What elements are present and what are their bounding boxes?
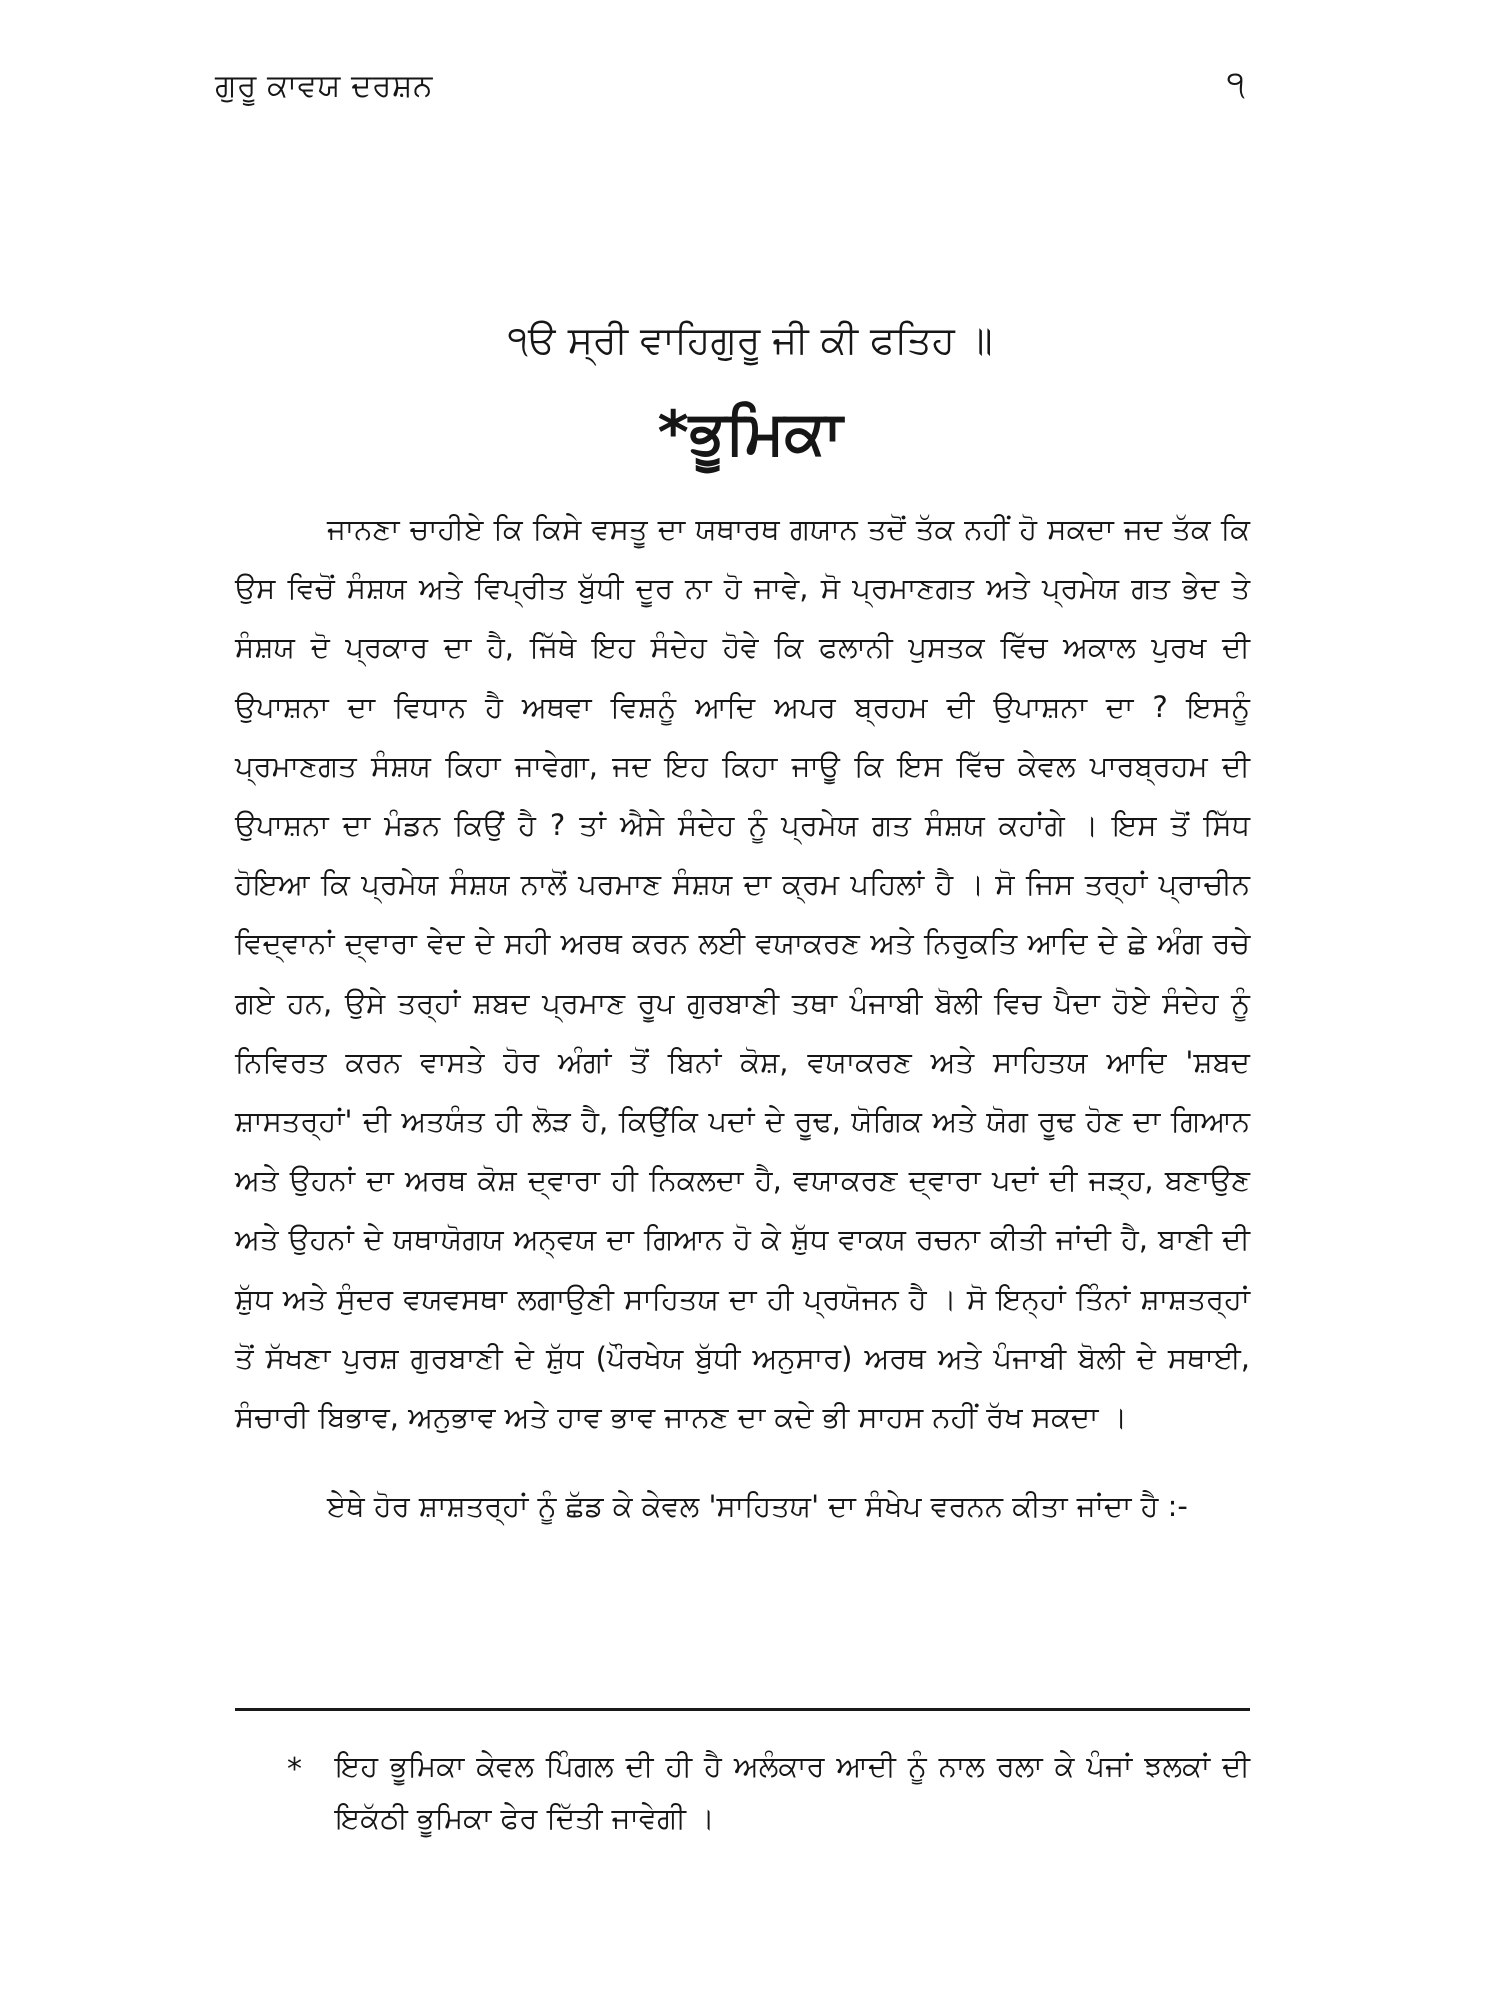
page-number: ੧ — [1226, 64, 1245, 104]
footnote — [235, 1740, 1250, 1844]
invocation-line: ੧ੳ ਸ੍ਰੀ ਵਾਹਿਗੁਰੂ ਜੀ ਕੀ ਫਤਿਹ ॥ — [507, 318, 993, 362]
body-text — [235, 500, 1250, 1536]
page-title: *ਭੂਮਿਕਾ — [657, 398, 843, 468]
paragraph-main: ਜਾਨਣਾ ਚਾਹੀਏ ਕਿ ਕਿਸੇ ਵਸਤੂ ਦਾ ਯਥਾਰਥ ਗਯਾਨ ਤਦੋਂ ਤੱਕ ਨਹੀਂ ਹੋ ਸਕਦਾ ਜਦ ਤੱਕ ਕਿ ਉਸ ਵਿਚੋਂ ਸੰਸ਼ਯ ਅਤੇ ਵਿਪ੍ਰੀਤ ਬੁੱਧੀ ਦੂਰ ਨਾ ਹੋ ਜਾਵੇ, ਸੋ ਪ੍ਰਮਾਣਗਤ ਅਤੇ ਪ੍ਰਮੇਯ ਗਤ ਭੇਦ ਤੇ ਸੰਸ਼ਯ ਦੋ ਪ੍ਰਕਾਰ ਦਾ ਹੈ, ਜਿੱਥੇ ਇਹ ਸੰਦੇਹ ਹੋਵੇ ਕਿ ਫਲਾਨੀ ਪੁਸਤਕ ਵਿੱਚ ਅਕਾਲ ਪੁਰਖ ਦੀ ਉਪਾਸ਼ਨਾ ਦਾ ਵਿਧਾਨ ਹੈ ਅਥਵਾ ਵਿਸ਼ਨੂੰ ਆਦਿ ਅਪਰ ਬ੍ਰਹਮ ਦੀ ਉਪਾਸ਼ਨਾ ਦਾ ? ਇਸਨੂੰ ਪ੍ਰਮਾਣਗਤ ਸੰਸ਼ਯ ਕਿਹਾ ਜਾਵੇਗਾ, ਜਦ ਇਹ ਕਿਹਾ ਜਾਊ ਕਿ ਇਸ ਵਿੱਚ ਕੇਵਲ ਪਾਰਬ੍ਰਹਮ ਦੀ ਉਪਾਸ਼ਨਾ ਦਾ ਮੰਡਨ ਕਿਉਂ ਹੈ ? ਤਾਂ ਐਸੇ ਸੰਦੇਹ ਨੂੰ ਪ੍ਰਮੇਯ ਗਤ ਸੰਸ਼ਯ ਕਹਾਂਗੇ । ਇਸ ਤੋਂ ਸਿੱਧ ਹੋਇਆ ਕਿ ਪ੍ਰਮੇਯ ਸੰਸ਼ਯ ਨਾਲੋਂ ਪਰਮਾਣ ਸੰਸ਼ਯ ਦਾ ਕ੍ਰਮ ਪਹਿਲਾਂ ਹੈ । ਸੋ ਜਿਸ ਤਰ੍ਹਾਂ ਪ੍ਰਾਚੀਨ ਵਿਦ੍ਵਾਨਾਂ ਦ੍ਵਾਰਾ ਵੇਦ ਦੇ ਸਹੀ ਅਰਥ ਕਰਨ ਲਈ ਵਯਾਕਰਣ ਅਤੇ ਨਿਰੁਕਤਿ ਆਦਿ ਦੇ ਛੇ ਅੰਗ ਰਚੇ ਗਏ ਹਨ, ਉਸੇ ਤਰ੍ਹਾਂ ਸ਼ਬਦ ਪ੍ਰਮਾਣ ਰੂਪ ਗੁਰਬਾਣੀ ਤਥਾ ਪੰਜਾਬੀ ਬੋਲੀ ਵਿਚ ਪੈਦਾ ਹੋਏ ਸੰਦੇਹ ਨੂੰ ਨਿਵਿਰਤ ਕਰਨ ਵਾਸਤੇ ਹੋਰ ਅੰਗਾਂ ਤੋਂ ਬਿਨਾਂ ਕੋਸ਼, ਵਯਾਕਰਣ ਅਤੇ ਸਾਹਿਤਯ ਆਦਿ 'ਸ਼ਬਦ ਸ਼ਾਸਤਰ੍ਹਾਂ' ਦੀ ਅਤਯੰਤ ਹੀ ਲੋੜ ਹੈ, ਕਿਉਂਕਿ ਪਦਾਂ ਦੇ ਰੂਢ, ਯੋਗਿਕ ਅਤੇ ਯੋਗ ਰੂਢ ਹੋਣ ਦਾ ਗਿਆਨ ਅਤੇ ਉਹਨਾਂ ਦਾ ਅਰਥ ਕੋਸ਼ ਦ੍ਵਾਰਾ ਹੀ ਨਿਕਲਦਾ ਹੈ, ਵਯਾਕਰਣ ਦ੍ਵਾਰਾ ਪਦਾਂ ਦੀ ਜੜ੍ਹ, ਬਣਾਉਣ ਅਤੇ ਉਹਨਾਂ ਦੇ ਯਥਾਯੋਗਯ ਅਨ੍ਵਯ ਦਾ ਗਿਆਨ ਹੋ ਕੇ ਸ਼ੁੱਧ ਵਾਕਯ ਰਚਨਾ ਕੀਤੀ ਜਾਂਦੀ ਹੈ, ਬਾਣੀ ਦੀ ਸ਼ੁੱਧ ਅਤੇ ਸੁੰਦਰ ਵਯਵਸਥਾ ਲਗਾਉਣੀ ਸਾਹਿਤਯ ਦਾ ਹੀ ਪ੍ਰਯੋਜਨ ਹੈ । ਸੋ ਇਨ੍ਹਾਂ ਤਿੰਨਾਂ ਸ਼ਾਸ਼ਤਰ੍ਹਾਂ ਤੋਂ ਸੱਖਣਾ ਪੁਰਸ਼ ਗੁਰਬਾਣੀ ਦੇ ਸ਼ੁੱਧ (ਪੌਰਖੇਯ ਬੁੱਧੀ ਅਨੁਸਾਰ) ਅਰਥ ਅਤੇ ਪੰਜਾਬੀ ਬੋਲੀ ਦੇ ਸਥਾਈ, ਸੰਚਾਰੀ ਬਿਭਾਵ, ਅਨੁਭਾਵ ਅਤੇ ਹਾਵ ਭਾਵ ਜਾਨਣ ਦਾ ਕਦੇ ਭੀ ਸਾਹਸ ਨਹੀਂ ਰੱਖ ਸਕਦਾ । — [235, 512, 1250, 1435]
footnote-text: ਇਹ ਭੂਮਿਕਾ ਕੇਵਲ ਪਿੰਗਲ ਦੀ ਹੀ ਹੈ ਅਲੰਕਾਰ ਆਦੀ ਨੂੰ ਨਾਲ ਰਲਾ ਕੇ ਪੰਜਾਂ ਝਲਕਾਂ ਦੀ ਇਕੱਠੀ ਭੂਮਿਕਾ ਫੇਰ ਦਿੱਤੀ ਜਾਵੇਗੀ । — [335, 1749, 1250, 1835]
paragraph-closing: ਏਥੇ ਹੋਰ ਸ਼ਾਸ਼ਤਰ੍ਹਾਂ ਨੂੰ ਛੱਡ ਕੇ ਕੇਵਲ 'ਸਾਹਿਤਯ' ਦਾ ਸੰਖੇਪ ਵਰਨਨ ਕੀਤਾ ਜਾਂਦਾ ਹੈ :- — [327, 1489, 1188, 1524]
footnote-divider — [235, 1708, 1250, 1711]
running-title: ਗੁਰੂ ਕਾਵਯ ਦਰਸ਼ਨ — [215, 68, 433, 104]
footnote-marker: * — [287, 1752, 302, 1787]
